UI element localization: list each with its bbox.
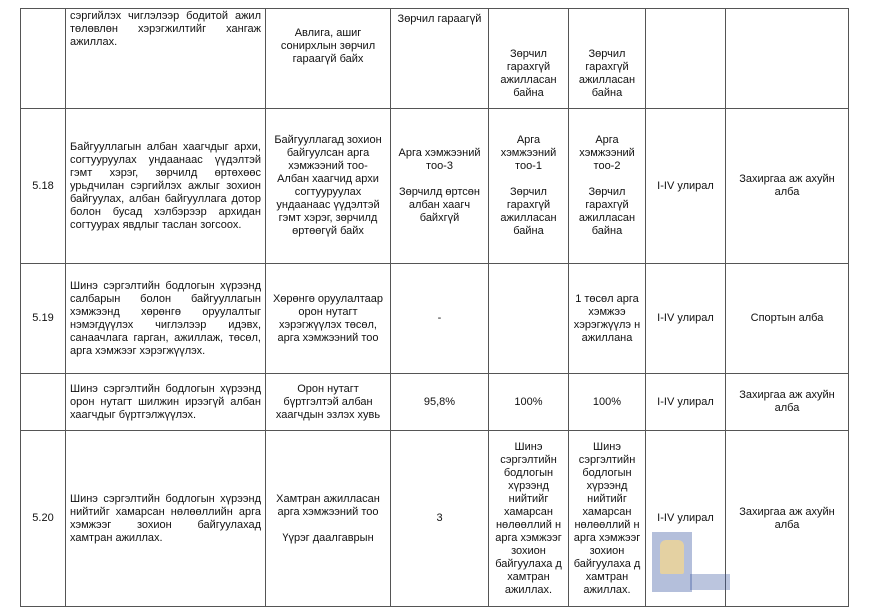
baseline: - — [391, 264, 489, 374]
activity-description: Байгууллагын албан хаагчдыг архи, согтууруулах ундаанаас үүдэлтэй гэмт хэрэг, зөрчилд өртөхөөс урьдчилан сэргийлэх ажлыг зохион байгуулах, албан байгууллага дотор болон бусад хэлбэрээр архидан согтуурах явдлыг таслан зогсоох. — [66, 109, 266, 264]
target-2: Зөрчил гарахгүй ажилласан байна — [569, 9, 646, 109]
target-1: Шинэ сэргэлтийн бодлогын хүрээнд нийтийг хамарсан нөлөөллий н арга хэмжээг зохион байгуулаха д хамтран ажиллах. — [489, 431, 569, 607]
target-1 — [489, 109, 569, 264]
indicator: Авлига, ашиг сонирхлын зөрчил гараагүй байх — [266, 9, 391, 109]
period — [646, 9, 726, 109]
target-1: 100% — [489, 374, 569, 431]
row-number: 5.19 — [21, 264, 66, 374]
indicator-assignment: Үүрэг даалгаврын — [282, 531, 374, 544]
indicator: Хөрөнгө оруулалтаар орон нутагт хэрэгжүүлэх төсөл, арга хэмжээний тоо — [266, 264, 391, 374]
target-2-count: Арга хэмжээний тоо-2 — [579, 134, 635, 172]
baseline-status: Зөрчилд өртсөн албан хаагч байхгүй — [398, 186, 480, 224]
indicator — [266, 431, 391, 607]
table-row — [21, 264, 849, 374]
indicator — [266, 109, 391, 264]
activity-description: сэргийлэх чиглэлээр бодитой ажил төлөвлөн хэрэгжилтийг хангаж ажиллах. — [66, 9, 266, 109]
row-number: 5.20 — [21, 431, 66, 607]
indicator-count: Хамтран ажилласан арга хэмжээний тоо — [276, 492, 380, 518]
table-row — [21, 374, 849, 431]
activity-description: Шинэ сэргэлтийн бодлогын хүрээнд орон нутагт шилжин ирээгүй албан хаагчдыг бүртгэлжүүлэх. — [66, 374, 266, 431]
responsible-unit: Захиргаа аж ахуйн алба — [726, 374, 849, 431]
target-1 — [489, 264, 569, 374]
period: I-IV улирал — [646, 431, 726, 607]
row-number — [21, 374, 66, 431]
target-2 — [569, 109, 646, 264]
emblem-watermark — [652, 532, 692, 592]
watermark-caption — [690, 574, 730, 590]
target-2: 1 төсөл арга хэмжээ хэрэгжүүлэ н ажиллана — [569, 264, 646, 374]
baseline — [391, 109, 489, 264]
target-2: Шинэ сэргэлтийн бодлогын хүрээнд нийтийг хамарсан нөлөөллий н арга хэмжээг зохион байгуулаха д хамтран ажиллах. — [569, 431, 646, 607]
baseline-count: Арга хэмжээний тоо-3 — [398, 147, 481, 172]
table-row — [21, 109, 849, 264]
activity-description: Шинэ сэргэлтийн бодлогын хүрээнд нийтийг хамарсан нөлөөллийн арга хэмжээг зохион байгуулахад хамтран ажиллах. — [66, 431, 266, 607]
baseline: Зөрчил гараагүй — [391, 9, 489, 109]
indicator-text: Байгууллагад зохион байгуулсан арга хэмжээний тоо- Албан хаагчид архи согтууруулах ундаанаас үүдэлтэй гэмт хэрэг, зөрчилд өртөөгүй байх — [274, 134, 382, 237]
table-row — [21, 9, 849, 109]
responsible-unit: Спортын алба — [726, 264, 849, 374]
baseline: 3 — [391, 431, 489, 607]
period: I-IV улирал — [646, 264, 726, 374]
activity-description: Шинэ сэргэлтийн бодлогын хүрээнд салбарын болон байгууллагын хэмжээнд хөрөнгө оруулалтыг нэмэгдүүлэх чиглэлээр идэвх, санаачлага гарган, ажиллаж, төсөл, арга хэмжээг хэрэгжүүлэх. — [66, 264, 266, 374]
period: I-IV улирал — [646, 374, 726, 431]
plan-table — [20, 8, 849, 607]
responsible-unit: Захиргаа аж ахуйн алба — [726, 109, 849, 264]
row-number: 5.18 — [21, 109, 66, 264]
indicator: Орон нутагт бүртгэлтэй албан хаагчдын эзлэх хувь — [266, 374, 391, 431]
soyombo-icon — [660, 540, 684, 574]
responsible-unit — [726, 9, 849, 109]
target-1: Зөрчил гарахгүй ажилласан байна — [489, 9, 569, 109]
target-2: 100% — [569, 374, 646, 431]
period: I-IV улирал — [646, 109, 726, 264]
responsible-unit: Захиргаа аж ахуйн алба — [726, 431, 849, 607]
baseline: 95,8% — [391, 374, 489, 431]
target-2-status: Зөрчил гарахгүй ажилласан байна — [578, 186, 636, 237]
target-1-count: Арга хэмжээний тоо-1 — [500, 134, 557, 172]
target-1-status: Зөрчил гарахгүй ажилласан байна — [500, 186, 557, 237]
row-number — [21, 9, 66, 109]
